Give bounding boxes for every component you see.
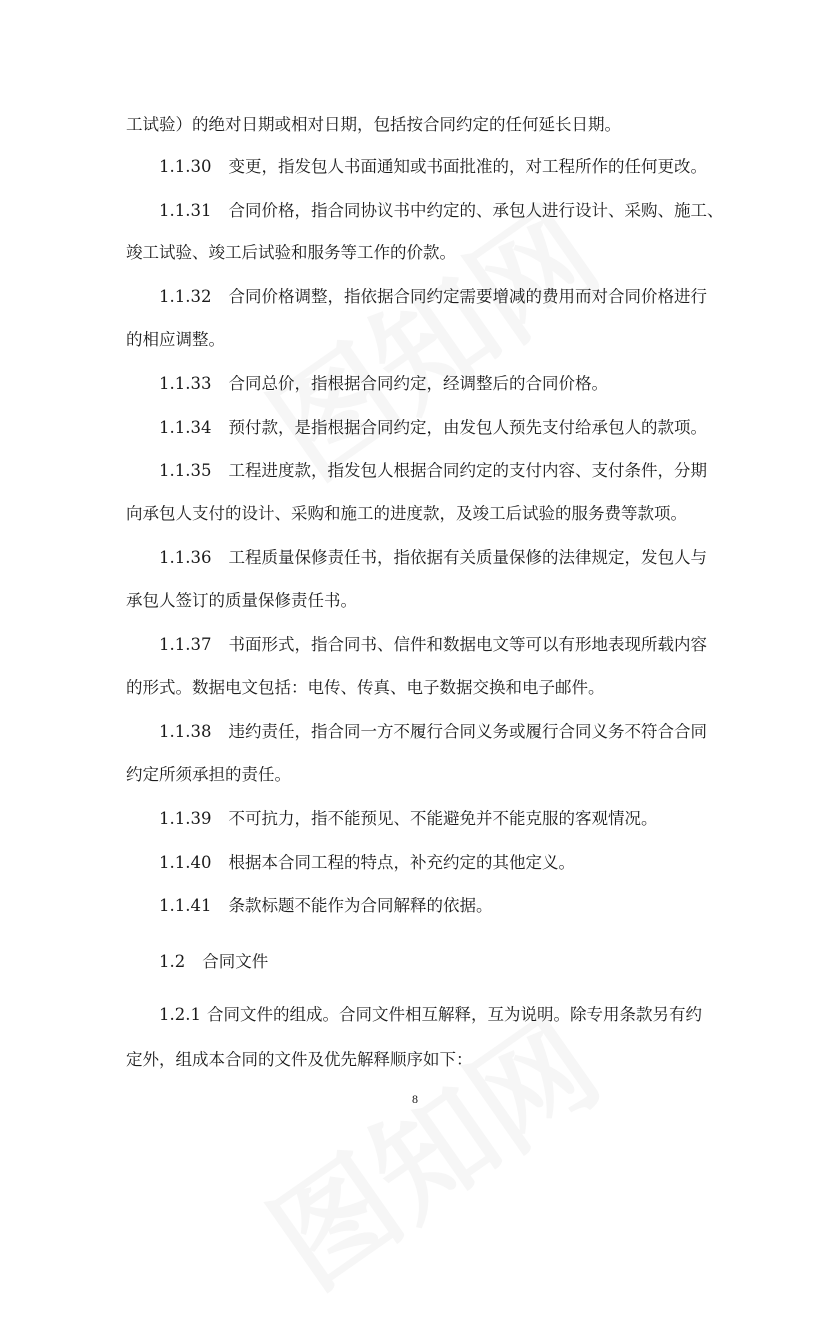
clause-text: 条款标题不能作为合同解释的依据。 [228,896,493,915]
text-line: 工试验）的绝对日期或相对日期，包括按合同约定的任何延长日期。 [126,115,621,134]
clause-text: 工程质量保修责任书，指依据有关质量保修的法律规定，发包人与 [228,548,707,567]
clause-number: 1.2.1 [159,1005,201,1024]
text-line: 竣工试验、竣工后试验和服务等工作的价款。 [126,243,456,262]
clause-number: 1.1.39 [159,809,212,828]
clause-number: 1.1.37 [159,635,212,654]
clause-text: 书面形式，指合同书、信件和数据电文等可以有形地表现所载内容 [228,635,707,654]
clause-text: 违约责任，指合同一方不履行合同义务或履行合同义务不符合合同 [228,722,707,741]
clause-1-1-40 [126,853,739,873]
clause-number: 1.1.36 [159,548,212,567]
clause-1-1-33 [126,374,739,394]
clause-number: 1.1.40 [159,853,212,872]
clause-1-1-41 [126,896,739,916]
clause-1-1-30 [126,157,739,177]
clause-1-1-37 [126,635,739,655]
clause-number: 1.1.32 [159,287,212,306]
clause-number: 1.1.38 [159,722,212,741]
clause-text: 预付款，是指根据合同约定，由发包人预先支付给承包人的款项。 [228,418,707,437]
text-line: 的相应调整。 [126,330,225,349]
text-line: 的形式。数据电文包括：电传、传真、电子数据交换和电子邮件。 [126,678,605,697]
text-line: 承包人签订的质量保修责任书。 [126,591,357,610]
clause-1-1-38 [126,722,739,742]
clause-1-1-35 [126,461,739,481]
clause-1-1-34 [126,418,739,438]
section-heading-1-2 [126,952,739,972]
clause-text: 不可抗力，指不能预见、不能避免并不能克服的客观情况。 [228,809,658,828]
page-number: 8 [412,1092,418,1106]
clause-text: 合同价格调整，指依据合同约定需要增减的费用而对合同价格进行 [228,287,707,306]
clause-text: 变更，指发包人书面通知或书面批准的，对工程所作的任何更改。 [228,157,707,176]
text-line: 向承包人支付的设计、采购和施工的进度款，及竣工后试验的服务费等款项。 [126,504,687,523]
section-title: 合同文件 [202,952,269,971]
clause-text: 合同文件的组成。合同文件相互解释，互为说明。除专用条款另有约 [206,1005,702,1024]
text-line: 定外，组成本合同的文件及优先解释顺序如下： [126,1050,473,1069]
clause-number: 1.1.33 [159,374,212,393]
clause-number: 1.1.31 [159,201,212,220]
section-number: 1.2 [159,952,186,971]
clause-1-1-39 [126,809,739,829]
clause-1-1-36 [126,548,739,568]
clause-number: 1.1.34 [159,418,212,437]
clause-number: 1.1.30 [159,157,212,176]
clause-text: 合同价格，指合同协议书中约定的、承包人进行设计、采购、施工、 [228,201,724,220]
clause-number: 1.1.35 [159,461,212,480]
clause-1-1-31 [126,201,739,221]
clause-1-1-32 [126,287,739,307]
clause-number: 1.1.41 [159,896,212,915]
text-line: 约定所须承担的责任。 [126,765,291,784]
clause-text: 合同总价，指根据合同约定，经调整后的合同价格。 [228,374,608,393]
clause-text: 工程进度款，指发包人根据合同约定的支付内容、支付条件，分期 [228,461,707,480]
clause-1-2-1 [126,1005,739,1025]
clause-text: 根据本合同工程的特点，补充约定的其他定义。 [228,853,575,872]
